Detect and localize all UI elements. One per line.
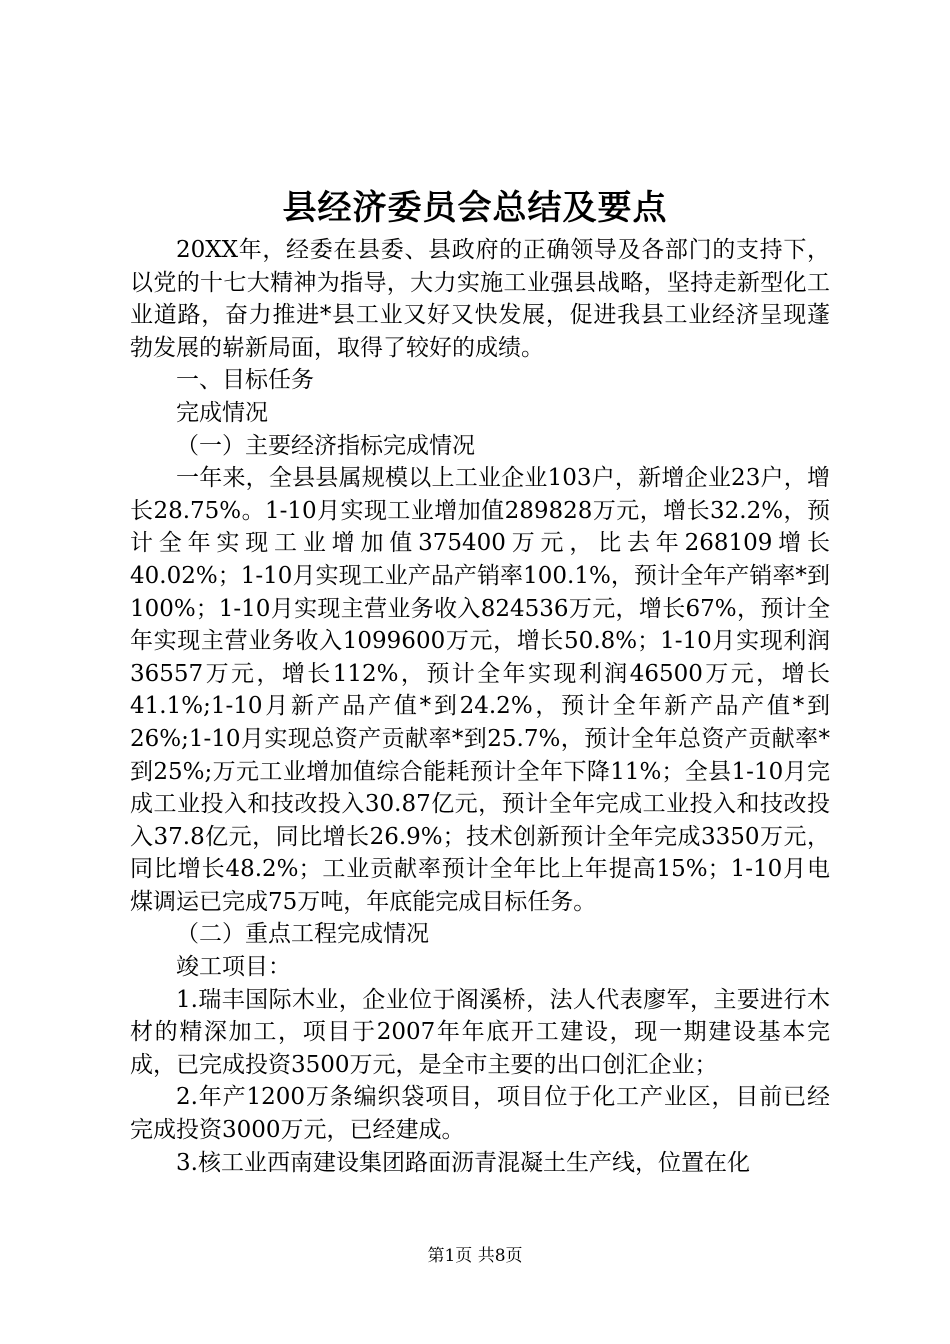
page-number-footer: 第1页 共8页 [427,1246,523,1266]
subsection-heading-indicators: （一）主要经济指标完成情况 [176,432,475,459]
intro-paragraph: 20XX年，经委在县委、县政府的正确领导及各部门的支持下，以党的十七大精神为指导，大力实施工业强县战略，坚持走新型化工业道路，奋力推进*县工业又好又快发展，促进我县工业经济呈现蓬勃发展的崭新局面，取得了较好的成绩。 [130,237,830,361]
project-item-2: 2.年产1200万条编织袋项目，项目位于化工产业区，目前已经完成投资3000万元，已经建成。 [130,1084,830,1144]
indicators-paragraph: 一年来，全县县属规模以上工业企业103户，新增企业23户，增长28.75%。1-10月实现工业增加值289828万元，增长32.2%，预计全年实现工业增加值375400万元，比去年268109增长40.02%；1-10月实现工业产品产销率100.1%，预计全年产销率*到100%；1-10月实现主营业务收入824536万元，增长67%，预计全年实现主营业务收入1099600万元，增长50.8%；1-10月实现利润36557万元，增长112%，预计全年实现利润46500万元，增长41.1%;1-10月新产品产值*到24.2%，预计全年新产品产值*到26%;1-10月实现总资产贡献率*到25.7%，预计全年总资产贡献率*到25%;万元工业增加值综合能耗预计全年下降11%；全县1-10月完成工业投入和技改投入30.87亿元，预计全年完成工业投入和技改投入37.8亿元，同比增长26.9%；技术创新预计全年完成3350万元，同比增长48.2%；工业贡献率预计全年比上年提高15%；1-10月电煤调运已完成75万吨，年底能完成目标任务。 [130,465,830,915]
project-item-1: 1.瑞丰国际木业，企业位于阁溪桥，法人代表廖军，主要进行木材的精深加工，项目于2007年年底开工建设，现一期建设基本完成，已完成投资3500万元，是全市主要的出口创汇企业； [130,986,830,1078]
section-heading-goals: 一、目标任务 [176,367,314,394]
subsection-heading-projects: （二）重点工程完成情况 [176,921,429,948]
document-body [130,234,830,1179]
document-title: 县经济委员会总结及要点 [282,188,668,228]
completed-projects-label: 竣工项目： [176,954,291,981]
project-item-3: 3.核工业西南建设集团路面沥青混凝土生产线，位置在化 [176,1149,750,1176]
section-heading-completion: 完成情况 [176,399,268,426]
